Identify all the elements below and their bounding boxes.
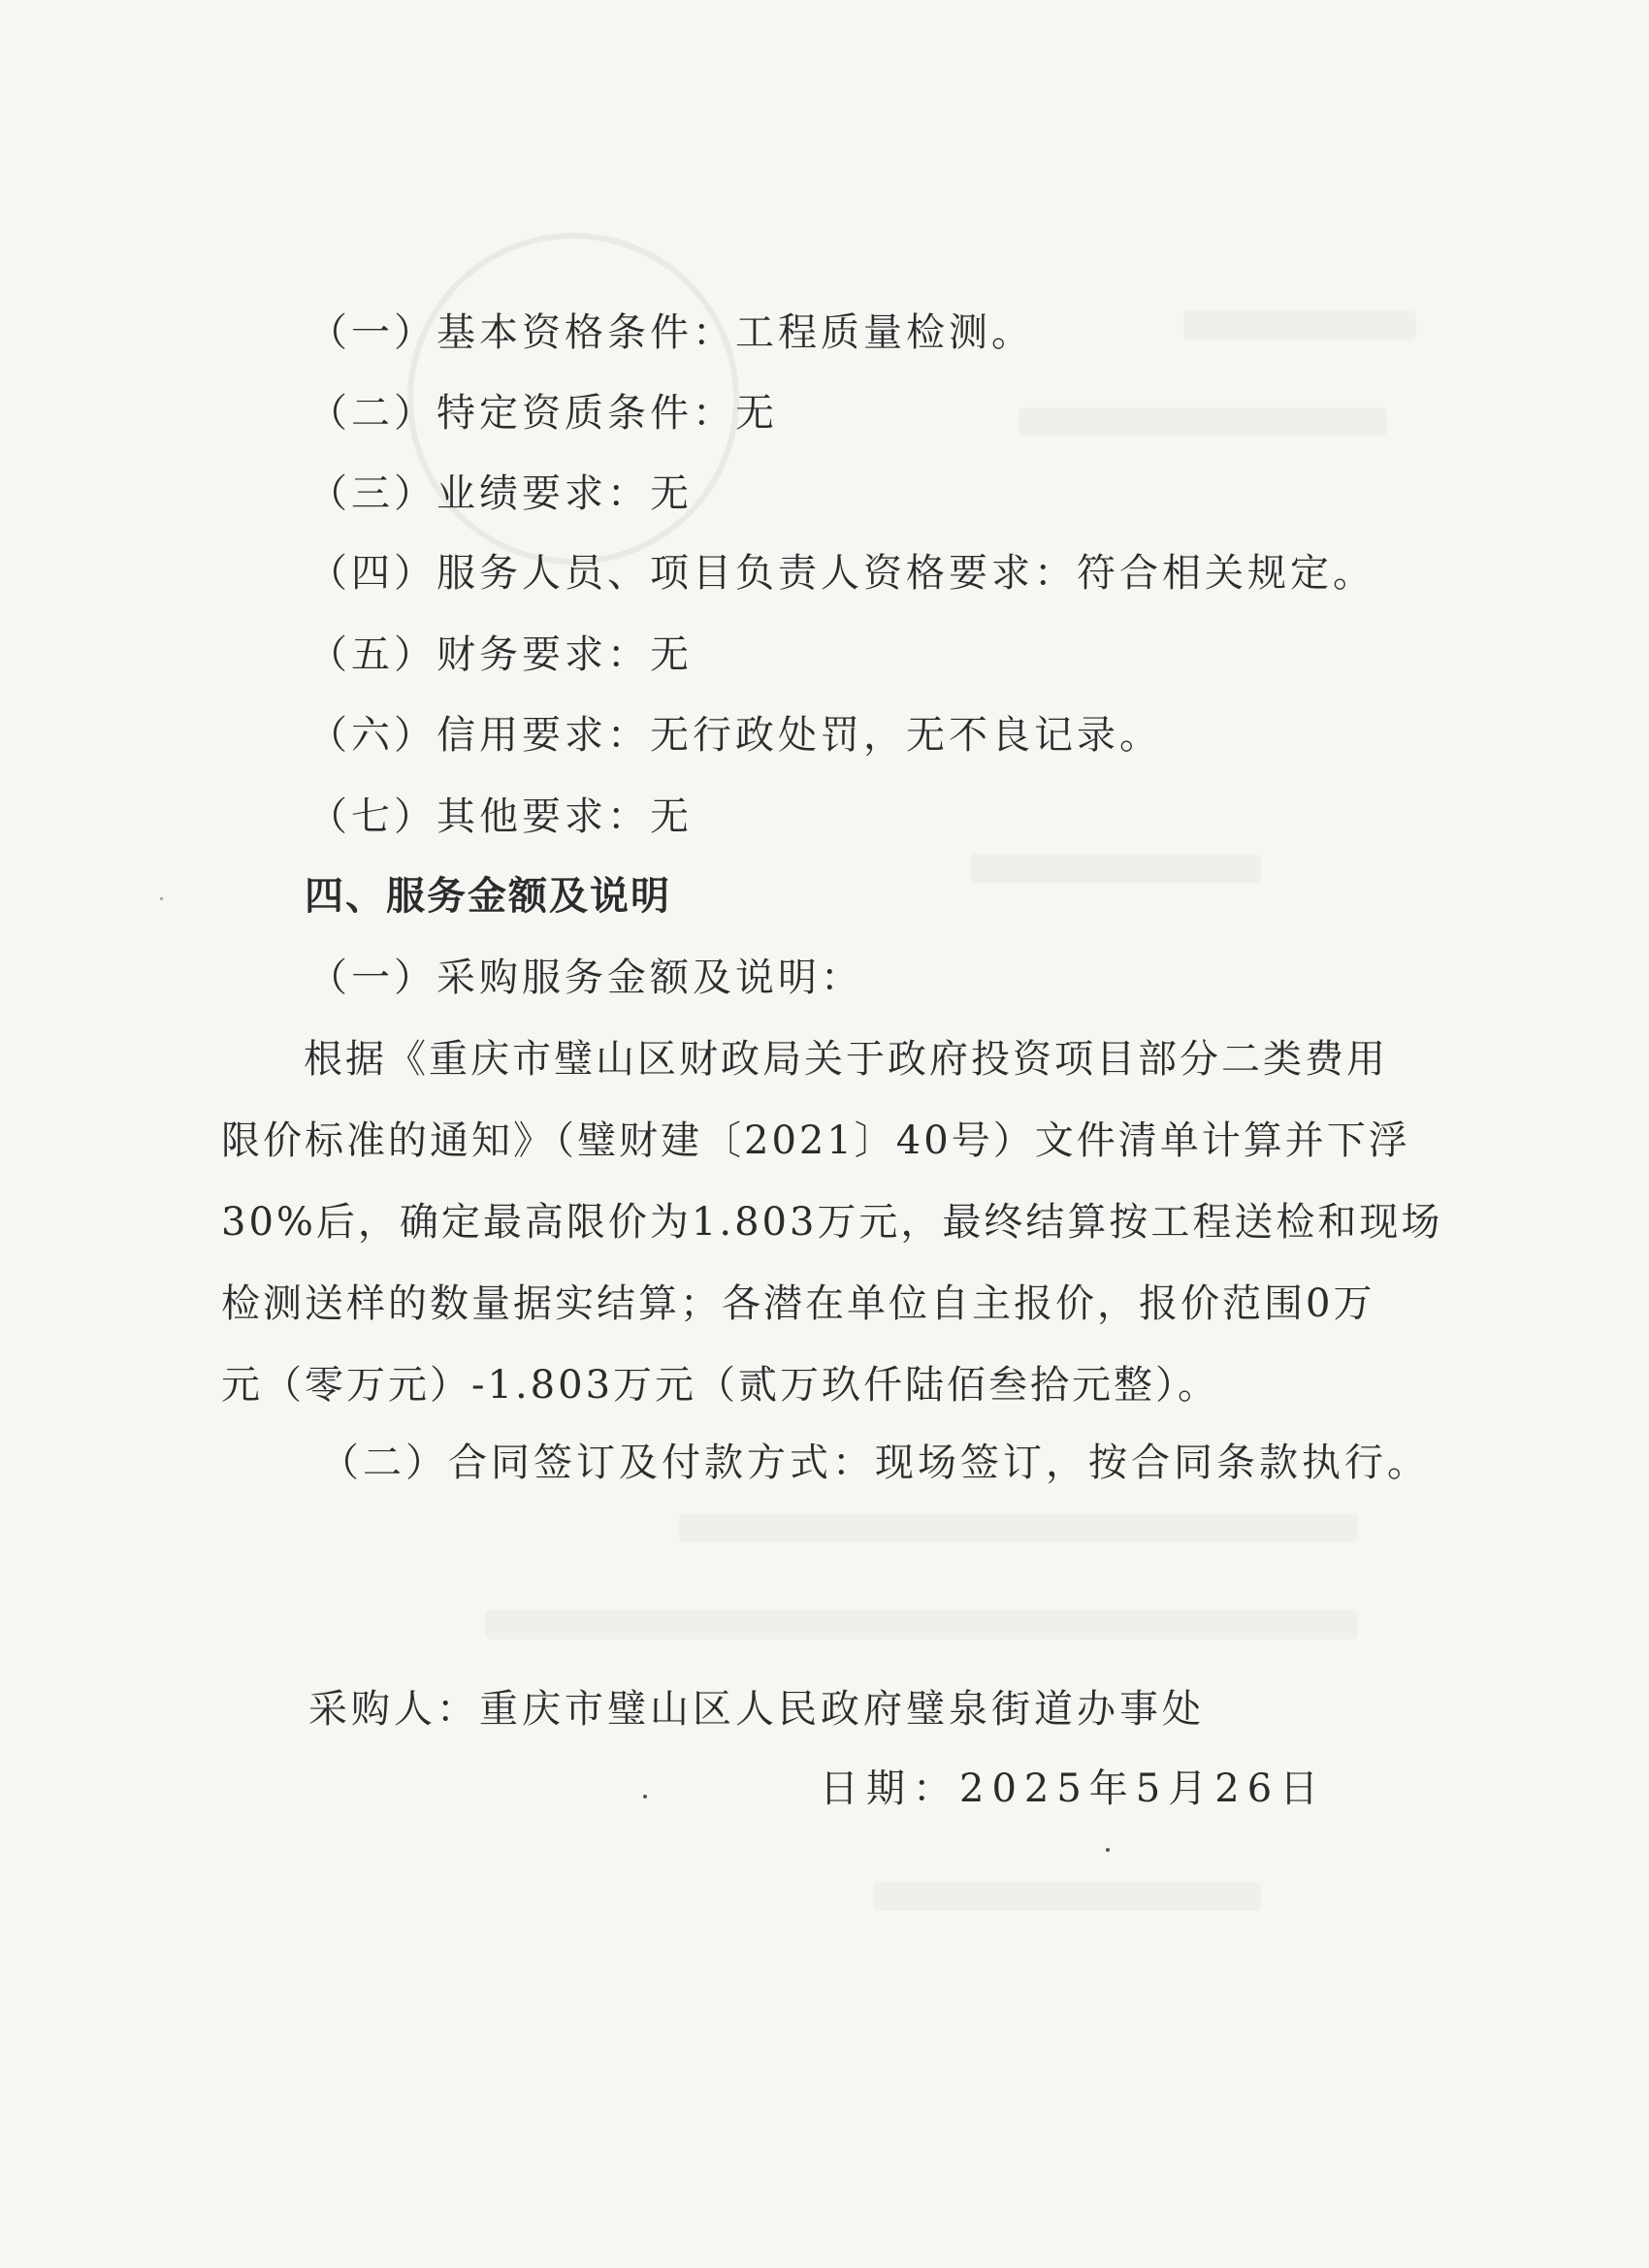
requirement-other: （七）其他要求：无 [308,794,693,839]
bleed-through-line [679,1513,1358,1542]
requirement-qualification: （二）特定资质条件：无 [308,391,778,436]
paragraph-line: 元（零万元）-1.803万元（贰万玖仟陆佰叁拾元整）。 [221,1363,1220,1408]
document-date: 日期：2025年5月26日 [820,1766,1327,1811]
requirement-performance: （三）业绩要求：无 [308,471,693,516]
bleed-through-line [1183,310,1416,340]
requirement-basic: （一）基本资格条件：工程质量检测。 [308,310,1034,355]
bleed-through-line [1018,407,1387,437]
bleed-through-line [485,1610,1358,1639]
paragraph-line: 根据《重庆市璧山区财政局关于政府投资项目部分二类费用 [304,1037,1388,1082]
bleed-through-line [873,1882,1261,1911]
subsection-amount-title: （一）采购服务金额及说明： [308,956,863,1000]
requirement-finance: （五）财务要求：无 [308,632,693,677]
paragraph-line: 30%后，确定最高限价为1.803万元，最终结算按工程送检和现场 [221,1200,1443,1245]
scan-speck [643,1795,647,1798]
paragraph-line: 检测送样的数量据实结算；各潜在单位自主报价，报价范围0万 [221,1281,1375,1326]
requirement-credit: （六）信用要求：无行政处罚，无不良记录。 [308,713,1162,758]
section-heading: 四、服务金额及说明 [305,874,671,919]
paragraph-line: 限价标准的通知》（璧财建〔2021〕40号）文件清单计算并下浮 [221,1118,1410,1163]
bleed-through-line [970,854,1261,883]
requirement-personnel: （四）服务人员、项目负责人资格要求：符合相关规定。 [308,551,1375,596]
scan-speck [1106,1848,1110,1852]
subsection-contract: （二）合同签订及付款方式：现场签订，按合同条款执行。 [320,1441,1430,1485]
purchaser-signature: 采购人：重庆市璧山区人民政府璧泉街道办事处 [308,1687,1205,1732]
amount-description [221,1019,1443,1426]
scan-speck [160,897,163,900]
